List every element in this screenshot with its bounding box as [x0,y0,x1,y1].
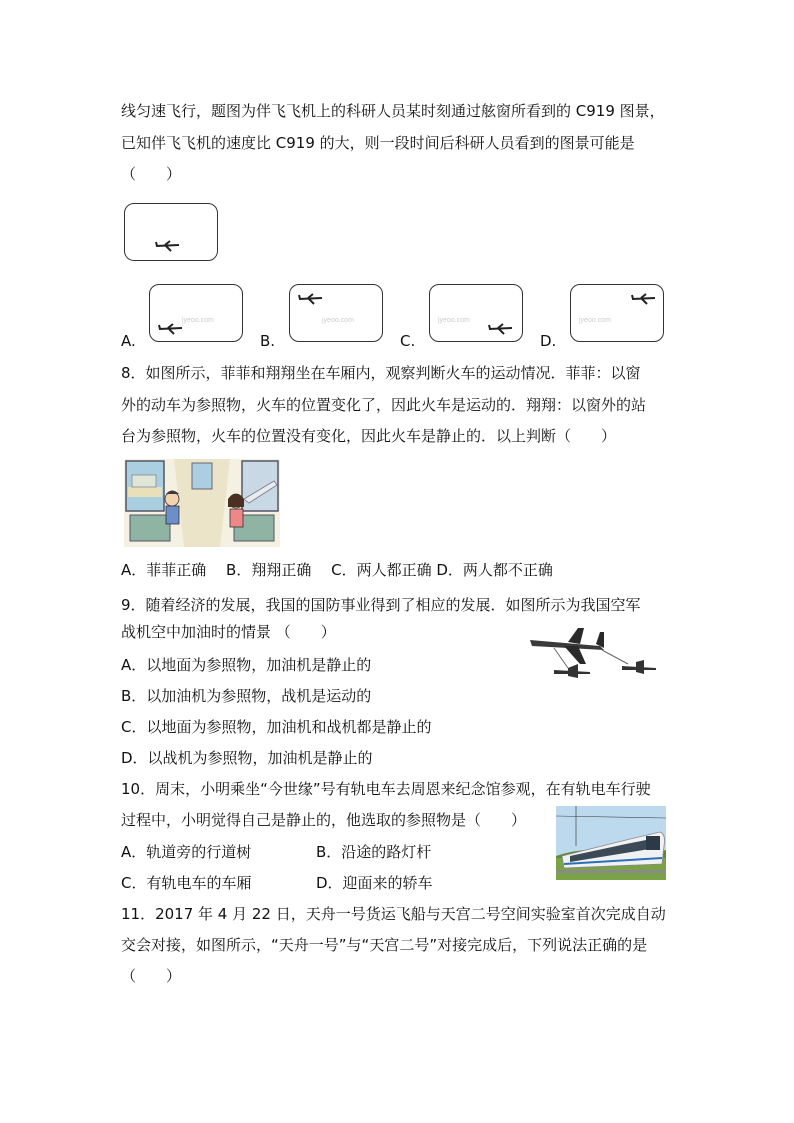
q10-option-d: D．迎面来的轿车 [316,874,433,892]
plane-icon [631,293,657,305]
plane-icon [298,293,324,305]
aerial-refueling-illustration [524,624,664,684]
q7-text-line2: 已知伴飞飞机的速度比 C919 的大，则一段时间后科研人员看到的图景可能是 [121,134,635,152]
q7-reference-window [124,203,218,261]
q7-option-d-label: D. [540,332,557,350]
q9-option-b: B．以加油机为参照物，战机是运动的 [121,687,372,705]
q8-answer-options: A．菲菲正确 B．翔翔正确 C．两人都正确 D．两人都不正确 [121,561,553,579]
q9-text-line2: 战机空中加油时的情景 （ ） [121,623,336,641]
watermark: jyeoo.com [579,317,611,324]
watermark: jyeoo.com [438,317,470,324]
watermark: jyeoo.com [322,317,354,324]
q7-option-a-window [149,284,243,342]
tram-photo [556,806,666,880]
q8-text-line3: 台为参照物，火车的位置没有变化，因此火车是静止的．以上判断（ ） [121,427,617,445]
q8-text-line1: 8．如图所示，菲菲和翔翔坐在车厢内，观察判断火车的运动情况．菲菲：以窗 [121,364,641,382]
q7-option-c-label: C. [400,332,416,350]
plane-icon [155,240,181,252]
q11-paren: （ ） [121,967,182,985]
q10-option-c: C．有轨电车的车厢 [121,874,252,892]
q7-option-c-window [429,284,523,342]
q8-text-line2: 外的动车为参照物，火车的位置变化了，因此火车是运动的．翔翔：以窗外的站 [121,396,647,414]
q7-option-a-label: A. [121,332,136,350]
q9-option-c: C．以地面为参照物，加油机和战机都是静止的 [121,718,432,736]
q10-option-b: B．沿途的路灯杆 [316,843,432,861]
q7-option-d-window [570,284,664,342]
q10-text-line2: 过程中，小明觉得自己是静止的，他选取的参照物是（ ） [121,811,527,829]
plane-icon [158,323,184,335]
plane-icon [488,323,514,335]
q9-text-line1: 9．随着经济的发展，我国的国防事业得到了相应的发展．如图所示为我国空军 [121,596,641,614]
watermark: jyeoo.com [182,317,214,324]
q11-text-line2: 交会对接，如图所示，“天舟一号”与“天宫二号”对接完成后，下列说法正确的是 [121,936,648,954]
q10-text-line1: 10．周末，小明乘坐“今世缘”号有轨电车去周恩来纪念馆参观，在有轨电车行驶 [121,780,651,798]
q7-paren: （ ） [121,165,182,183]
train-cabin-illustration [124,459,280,547]
q10-option-a: A．轨道旁的行道树 [121,843,252,861]
q7-option-b-label: B. [260,332,276,350]
q7-option-b-window [289,284,383,342]
q7-text-line1: 线匀速飞行，题图为伴飞飞机上的科研人员某时刻通过舷窗所看到的 C919 图景， [121,102,665,120]
q9-option-a: A．以地面为参照物，加油机是静止的 [121,656,372,674]
q9-option-d: D．以战机为参照物，加油机是静止的 [121,749,373,767]
q11-text-line1: 11．2017 年 4 月 22 日，天舟一号货运飞船与天宫二号空间实验室首次完成自动 [121,905,666,923]
